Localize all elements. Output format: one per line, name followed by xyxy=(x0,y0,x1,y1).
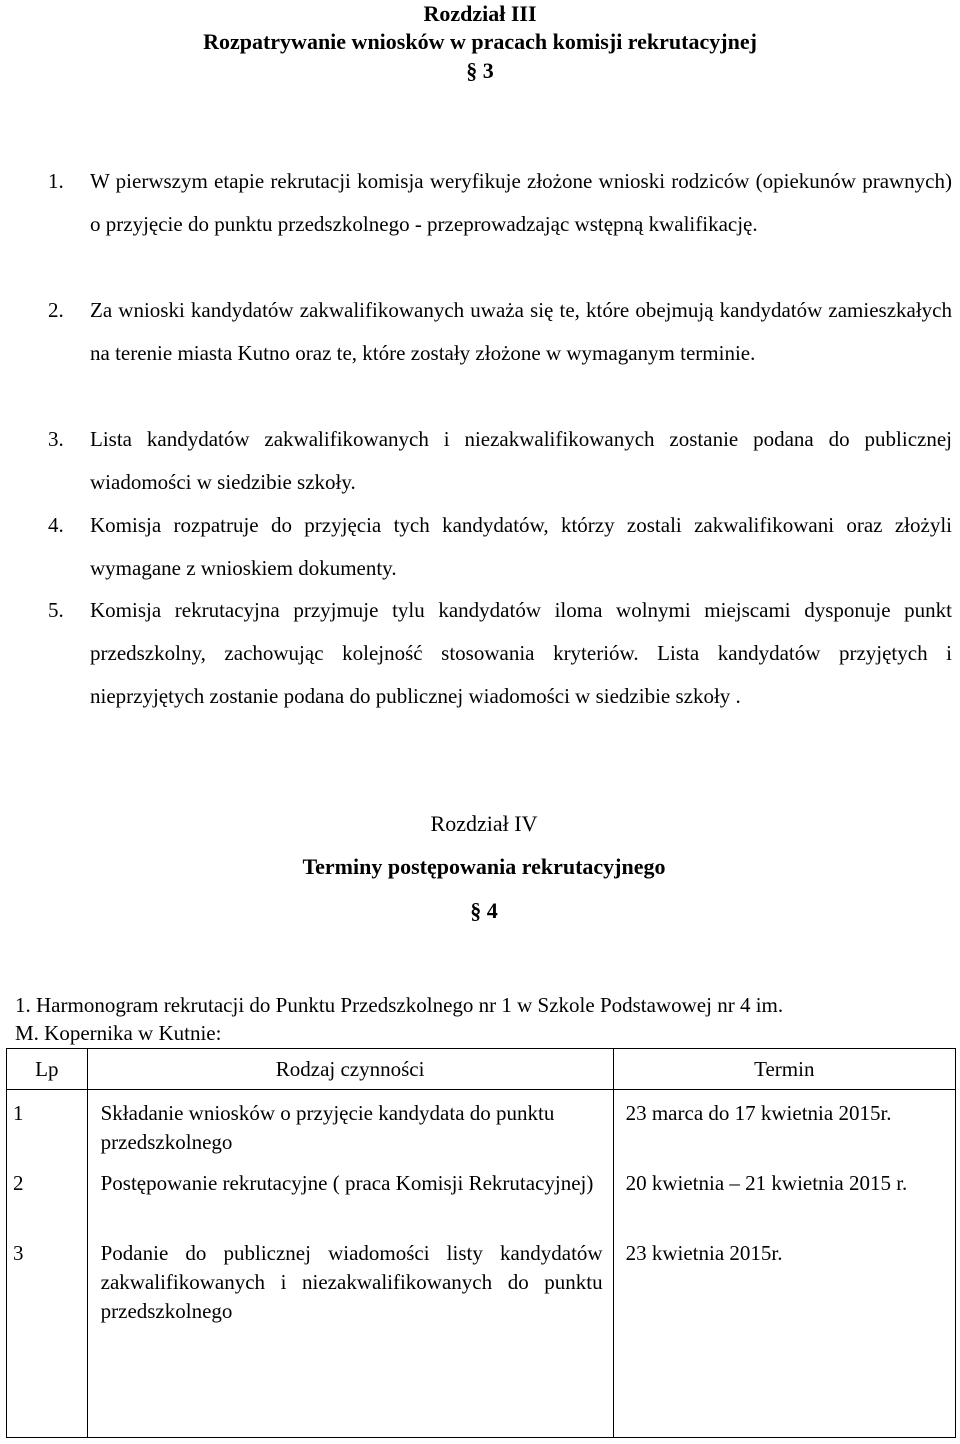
row-lp: 3 xyxy=(7,1230,88,1438)
schedule-table xyxy=(6,1048,956,1438)
item-number: 1. xyxy=(48,169,64,193)
item-number: 3. xyxy=(48,427,64,451)
header-lp: Lp xyxy=(7,1049,88,1090)
item-text: Komisja rekrutacyjna przyjmuje tylu kandydatów iloma wolnymi miejscami dysponuje punkt przedszkolny, zachowując kolejność stosowania kryteriów. Lista kandydatów przyjętych i nieprzyjętych zostanie podana do publicznej wiadomości w siedzibie szkoły . xyxy=(90,598,952,708)
table-row xyxy=(7,1090,956,1160)
item-number: 2. xyxy=(48,298,64,322)
row-term: 20 kwietnia – 21 kwietnia 2015 r. xyxy=(613,1160,955,1230)
row-lp: 1 xyxy=(7,1090,88,1160)
item-text: W pierwszym etapie rekrutacji komisja weryfikuje złożone wnioski rodziców (opiekunów prawnych) o przyjęcie do punktu przedszkolnego - przeprowadzając wstępną kwalifikację. xyxy=(90,169,952,236)
row-term: 23 kwietnia 2015r. xyxy=(613,1230,955,1438)
row-term: 23 marca do 17 kwietnia 2015r. xyxy=(613,1090,955,1160)
header-term: Termin xyxy=(613,1049,955,1090)
row-activity xyxy=(87,1230,613,1438)
harmonogram-intro-line2: M. Kopernika w Kutnie: xyxy=(15,1021,222,1045)
header-activity: Rodzaj czynności xyxy=(87,1049,613,1090)
harmonogram-intro-line1: 1. Harmonogram rekrutacji do Punktu Przedszkolnego nr 1 w Szkole Podstawowej nr 4 im. xyxy=(15,993,784,1017)
item-text: Za wnioski kandydatów zakwalifikowanych uważa się te, które obejmują kandydatów zamieszkałych na terenie miasta Kutno oraz te, które zostały złożone w wymaganym terminie. xyxy=(90,298,952,365)
table-header-row xyxy=(7,1049,956,1090)
section-3-symbol: § 3 xyxy=(466,58,494,83)
item-text: Komisja rozpatruje do przyjęcia tych kandydatów, którzy zostali zakwalifikowani oraz złożyli wymagane z wnioskiem dokumenty. xyxy=(90,513,952,580)
row-activity: Składanie wniosków o przyjęcie kandydata do punktu przedszkolnego xyxy=(87,1090,613,1160)
row-lp: 2 xyxy=(7,1160,88,1230)
item-text: Lista kandydatów zakwalifikowanych i niezakwalifikowanych zostanie podana do publicznej wiadomości w siedzibie szkoły. xyxy=(90,427,952,494)
chapter-4-subtitle: Terminy postępowania rekrutacyjnego xyxy=(302,854,666,879)
chapter-3-subtitle: Rozpatrywanie wniosków w pracach komisji rekrutacyjnej xyxy=(203,29,757,54)
table-row xyxy=(7,1160,956,1230)
table-row xyxy=(7,1230,956,1438)
row-activity-text: Podanie do publicznej wiadomości listy kandydatów zakwalifikowanych i niezakwalifikowanych do punktu przedszkolnego xyxy=(100,1240,603,1323)
chapter-3-title: Rozdział III xyxy=(423,1,537,26)
section-4-symbol: § 4 xyxy=(470,898,498,923)
item-number: 4. xyxy=(48,513,64,537)
item-number: 5. xyxy=(48,598,64,622)
row-activity: Postępowanie rekrutacyjne ( praca Komisji Rekrutacyjnej) xyxy=(87,1160,613,1230)
chapter-4-title: Rozdział IV xyxy=(430,811,538,836)
